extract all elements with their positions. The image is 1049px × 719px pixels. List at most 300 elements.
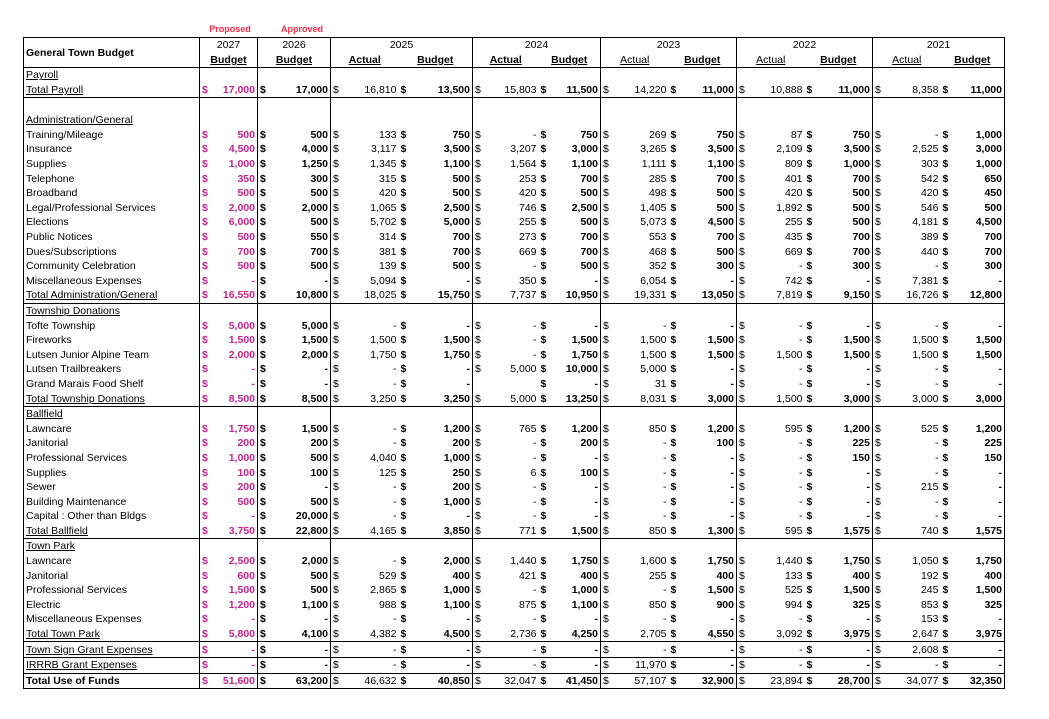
budget-value — [819, 68, 873, 83]
currency-symbol: $ — [331, 259, 345, 274]
currency-symbol: $ — [805, 673, 819, 689]
currency-symbol: $ — [258, 627, 272, 642]
currency-symbol: $ — [258, 274, 272, 289]
budget-value: 1,000 — [443, 584, 470, 597]
budget-value: 500 — [452, 187, 470, 200]
currency-symbol — [805, 68, 819, 83]
currency-symbol: $ — [669, 627, 683, 642]
actual-value: - — [935, 363, 939, 376]
actual-value: 18,025 — [345, 288, 399, 303]
budget-value: - — [324, 481, 328, 494]
currency-symbol: $ — [473, 642, 487, 658]
currency-symbol: $ — [942, 451, 949, 464]
budget-value: 100 — [580, 466, 598, 479]
currency-symbol: $ — [473, 612, 487, 627]
currency-symbol: $ — [737, 436, 751, 451]
budget-value: 4,250 — [553, 627, 601, 642]
actual-value: - — [935, 377, 939, 390]
budget-value: 300 — [716, 260, 734, 273]
currency-symbol: $ — [258, 673, 272, 689]
table-row — [24, 142, 1005, 157]
actual-value: 23,894 — [751, 673, 805, 689]
budget-value: - — [272, 642, 331, 658]
currency-symbol: $ — [873, 186, 887, 201]
currency-symbol — [941, 98, 955, 113]
budget-value: 1,300 — [683, 524, 737, 539]
budget-value — [683, 113, 737, 128]
row-label: Grand Marais Food Shelf — [24, 377, 200, 392]
proposed-value: - — [251, 613, 255, 626]
budget-value — [955, 98, 1005, 113]
actual-value: 125 — [378, 466, 397, 479]
currency-symbol: $ — [873, 480, 887, 495]
actual-value: - — [935, 128, 939, 141]
total-label: Total Town Park — [24, 627, 200, 642]
currency-symbol: $ — [806, 377, 813, 390]
budget-value: - — [594, 451, 598, 464]
budget-value: 20,000 — [295, 510, 328, 523]
approved-label: Approved — [280, 24, 323, 34]
budget-value: 1,000 — [955, 157, 1005, 172]
currency-symbol: $ — [737, 128, 751, 143]
actual-value: - — [393, 481, 397, 494]
budget-value: - — [866, 481, 870, 494]
currency-symbol — [258, 98, 272, 113]
currency-symbol: $ — [873, 391, 887, 406]
budget-value: - — [594, 481, 598, 494]
budget-value: - — [866, 274, 870, 287]
budget-value — [819, 98, 873, 113]
currency-symbol: $ — [806, 260, 813, 273]
actual-value: 740 — [887, 524, 941, 539]
budget-value: 1,100 — [443, 598, 470, 611]
actual-value: 1,500 — [370, 334, 397, 347]
budget-value: - — [594, 377, 598, 390]
currency-symbol: $ — [400, 437, 407, 450]
subhead-actual: Actual — [737, 53, 805, 68]
currency-symbol: $ — [540, 598, 547, 611]
actual-value: - — [533, 495, 537, 508]
proposed-value: 700 — [237, 245, 255, 258]
currency-symbol — [473, 377, 487, 392]
actual-value — [487, 303, 539, 318]
actual-value: - — [663, 437, 667, 450]
currency-symbol: $ — [737, 259, 751, 274]
currency-symbol: $ — [670, 260, 677, 273]
currency-symbol: $ — [806, 495, 813, 508]
proposed-value: 600 — [237, 569, 255, 582]
table-row — [24, 186, 1005, 201]
currency-symbol: $ — [539, 391, 553, 406]
budget-value — [553, 303, 601, 318]
year-2022: 2022 — [737, 38, 873, 53]
currency-symbol: $ — [942, 245, 949, 258]
currency-symbol: $ — [941, 673, 955, 689]
currency-symbol — [941, 406, 955, 421]
currency-symbol: $ — [806, 569, 813, 582]
actual-value: 853 — [920, 598, 939, 611]
actual-value: 3,092 — [751, 627, 805, 642]
currency-symbol — [200, 98, 214, 113]
budget-value: 700 — [580, 172, 598, 185]
actual-value: 3,250 — [345, 391, 399, 406]
currency-symbol: $ — [202, 555, 208, 568]
currency-symbol: $ — [941, 288, 955, 303]
actual-value: - — [393, 377, 397, 390]
actual-value — [615, 113, 669, 128]
budget-value: 1,500 — [707, 348, 734, 361]
currency-symbol: $ — [331, 598, 345, 613]
budget-value: - — [955, 612, 1005, 627]
currency-symbol: $ — [331, 201, 345, 216]
currency-symbol: $ — [331, 186, 345, 201]
currency-symbol: $ — [331, 554, 345, 569]
currency-symbol: $ — [942, 466, 949, 479]
currency-symbol: $ — [942, 274, 949, 287]
row-label: Community Celebration — [24, 259, 200, 274]
table-row — [24, 362, 1005, 377]
actual-value: - — [533, 584, 537, 597]
currency-symbol: $ — [601, 377, 615, 392]
actual-value: 3,117 — [371, 143, 397, 156]
currency-symbol: $ — [669, 642, 683, 658]
actual-value: 595 — [784, 422, 803, 435]
currency-symbol: $ — [669, 673, 683, 689]
budget-value — [955, 113, 1005, 128]
total-label: Total Administration/General — [24, 288, 200, 303]
actual-value: 6,054 — [640, 274, 667, 287]
row-label: Janitorial — [24, 568, 200, 583]
actual-value: 850 — [648, 598, 667, 611]
actual-value: 1,405 — [640, 201, 667, 214]
actual-value: - — [663, 319, 667, 332]
budget-value: 900 — [716, 598, 734, 611]
currency-symbol: $ — [942, 377, 949, 390]
actual-value — [751, 406, 805, 421]
currency-symbol — [873, 113, 887, 128]
currency-symbol — [669, 303, 683, 318]
actual-value: - — [345, 657, 399, 673]
actual-value: 435 — [784, 231, 803, 244]
currency-symbol — [737, 98, 751, 113]
actual-value: 273 — [518, 231, 537, 244]
budget-value: - — [413, 642, 473, 658]
currency-symbol: $ — [399, 524, 413, 539]
currency-symbol: $ — [473, 186, 487, 201]
table-row — [24, 201, 1005, 216]
currency-symbol: $ — [873, 318, 887, 333]
currency-symbol: $ — [331, 215, 345, 230]
budget-value: 150 — [955, 451, 1005, 466]
currency-symbol: $ — [601, 391, 615, 406]
actual-value — [615, 539, 669, 554]
actual-value: - — [935, 466, 939, 479]
currency-symbol: $ — [737, 480, 751, 495]
table-row — [24, 113, 1005, 128]
proposed-value — [214, 68, 258, 83]
actual-value: 14,220 — [615, 83, 669, 98]
currency-symbol: $ — [473, 83, 487, 98]
currency-symbol: $ — [258, 642, 272, 658]
actual-value: 525 — [784, 584, 803, 597]
currency-symbol: $ — [400, 598, 407, 611]
currency-symbol — [331, 406, 345, 421]
actual-value: 3,265 — [640, 143, 667, 156]
currency-symbol: $ — [331, 451, 345, 466]
proposed-value: 100 — [237, 466, 255, 479]
table-row — [24, 436, 1005, 451]
currency-symbol: $ — [805, 642, 819, 658]
currency-symbol: $ — [670, 451, 677, 464]
budget-value: 1,250 — [301, 158, 328, 171]
currency-symbol: $ — [942, 348, 949, 361]
currency-symbol: $ — [331, 318, 345, 333]
currency-symbol: $ — [400, 201, 407, 214]
actual-value: - — [799, 466, 803, 479]
currency-symbol: $ — [737, 244, 751, 259]
currency-symbol: $ — [670, 613, 677, 626]
actual-value: 10,888 — [751, 83, 805, 98]
proposed-value: 200 — [237, 437, 255, 450]
budget-value: - — [413, 657, 473, 673]
currency-symbol: $ — [540, 158, 547, 171]
currency-symbol — [539, 98, 553, 113]
currency-symbol: $ — [873, 509, 887, 524]
budget-value: 2,000 — [443, 555, 470, 568]
currency-symbol: $ — [737, 142, 751, 157]
currency-symbol: $ — [258, 612, 272, 627]
budget-value — [553, 113, 601, 128]
budget-value: 1,500 — [843, 584, 870, 597]
currency-symbol: $ — [669, 524, 683, 539]
budget-value: 8,500 — [272, 391, 331, 406]
budget-value: 700 — [452, 245, 470, 258]
row-label: Elections — [24, 215, 200, 230]
row-label: Lutsen Trailbreakers — [24, 362, 200, 377]
currency-symbol: $ — [670, 172, 677, 185]
budget-value: - — [730, 274, 734, 287]
currency-symbol: $ — [473, 554, 487, 569]
budget-value: 700 — [716, 231, 734, 244]
actual-value: 5,702 — [370, 216, 397, 229]
budget-value — [272, 68, 331, 83]
budget-value — [819, 303, 873, 318]
currency-symbol: $ — [670, 334, 677, 347]
currency-symbol: $ — [873, 201, 887, 216]
currency-symbol: $ — [258, 215, 272, 230]
proposed-value: 17,000 — [214, 83, 258, 98]
currency-symbol: $ — [670, 569, 677, 582]
currency-symbol: $ — [400, 422, 407, 435]
proposed-value: 1,000 — [228, 451, 255, 464]
budget-value: - — [866, 319, 870, 332]
budget-value: 11,000 — [683, 83, 737, 98]
budget-value: 225 — [852, 437, 870, 450]
currency-symbol: $ — [539, 524, 553, 539]
budget-value: - — [324, 377, 328, 390]
actual-value: - — [393, 495, 397, 508]
currency-symbol: $ — [806, 274, 813, 287]
budget-value: - — [955, 377, 1005, 392]
budget-value: 1,000 — [843, 158, 870, 171]
currency-symbol: $ — [200, 642, 214, 658]
budget-value — [553, 539, 601, 554]
currency-symbol: $ — [601, 480, 615, 495]
currency-symbol: $ — [873, 288, 887, 303]
currency-symbol: $ — [331, 465, 345, 480]
currency-symbol: $ — [399, 642, 413, 658]
actual-value: - — [799, 334, 803, 347]
actual-value — [887, 406, 941, 421]
currency-symbol: $ — [601, 436, 615, 451]
currency-symbol — [737, 68, 751, 83]
budget-value: 10,000 — [565, 363, 598, 376]
budget-value: 225 — [955, 436, 1005, 451]
currency-symbol: $ — [200, 288, 214, 303]
proposed-value — [214, 113, 258, 128]
currency-symbol: $ — [331, 657, 345, 673]
currency-symbol: $ — [737, 157, 751, 172]
currency-symbol: $ — [873, 436, 887, 451]
currency-symbol: $ — [942, 158, 949, 171]
currency-symbol: $ — [601, 598, 615, 613]
budget-value: - — [955, 657, 1005, 673]
currency-symbol: $ — [670, 201, 677, 214]
currency-symbol: $ — [540, 451, 547, 464]
actual-value: - — [393, 422, 397, 435]
currency-symbol: $ — [873, 583, 887, 598]
currency-symbol: $ — [202, 334, 208, 347]
actual-value: 2,865 — [370, 584, 397, 597]
budget-value: 700 — [310, 245, 328, 258]
currency-symbol: $ — [601, 244, 615, 259]
currency-symbol: $ — [473, 244, 487, 259]
budget-value — [683, 406, 737, 421]
currency-symbol — [873, 98, 887, 113]
proposed-value: 1,750 — [228, 422, 255, 435]
currency-symbol: $ — [331, 333, 345, 348]
currency-symbol: $ — [737, 673, 751, 689]
currency-symbol: $ — [473, 436, 487, 451]
actual-value: - — [663, 495, 667, 508]
proposed-value: 16,550 — [214, 288, 258, 303]
actual-value — [345, 303, 399, 318]
currency-symbol: $ — [873, 274, 887, 289]
currency-symbol: $ — [400, 274, 407, 287]
currency-symbol: $ — [670, 584, 677, 597]
table-row — [24, 451, 1005, 466]
currency-symbol: $ — [258, 524, 272, 539]
actual-value: - — [345, 642, 399, 658]
currency-symbol: $ — [400, 158, 407, 171]
currency-symbol: $ — [258, 554, 272, 569]
currency-symbol: $ — [540, 143, 547, 156]
currency-symbol: $ — [670, 555, 677, 568]
section-heading: Town Park — [24, 539, 200, 554]
actual-value: 192 — [920, 569, 939, 582]
actual-value: 8,031 — [615, 391, 669, 406]
budget-value: 1,500 — [955, 583, 1005, 598]
actual-value: 2,736 — [487, 627, 539, 642]
currency-symbol: $ — [400, 260, 407, 273]
currency-symbol: $ — [873, 244, 887, 259]
currency-symbol: $ — [473, 259, 487, 274]
currency-symbol: $ — [601, 465, 615, 480]
table-row — [24, 98, 1005, 113]
currency-symbol: $ — [400, 377, 407, 390]
budget-value — [272, 98, 331, 113]
row-label: Broadband — [24, 186, 200, 201]
currency-symbol: $ — [473, 509, 487, 524]
currency-symbol: $ — [331, 244, 345, 259]
currency-symbol: $ — [331, 128, 345, 143]
currency-symbol — [601, 68, 615, 83]
currency-symbol: $ — [601, 215, 615, 230]
actual-value: 420 — [784, 187, 803, 200]
budget-value: - — [955, 642, 1005, 658]
currency-symbol: $ — [601, 524, 615, 539]
budget-value: 1,200 — [843, 422, 870, 435]
section-heading: Administration/General — [24, 113, 200, 128]
actual-value — [345, 539, 399, 554]
budget-value: 3,975 — [819, 627, 873, 642]
currency-symbol: $ — [941, 391, 955, 406]
budget-value: 10,950 — [553, 288, 601, 303]
currency-symbol: $ — [200, 627, 214, 642]
proposed-value: 3,750 — [214, 524, 258, 539]
actual-value: 2,608 — [887, 642, 941, 658]
budget-value: 1,100 — [443, 158, 470, 171]
table-row — [24, 391, 1005, 406]
actual-value: 1,440 — [776, 555, 803, 568]
currency-symbol: $ — [400, 216, 407, 229]
budget-value: 750 — [716, 128, 734, 141]
budget-value: 32,350 — [955, 673, 1005, 689]
budget-value: 3,000 — [955, 142, 1005, 157]
budget-value: - — [955, 362, 1005, 377]
currency-symbol — [539, 303, 553, 318]
currency-symbol: $ — [942, 319, 949, 332]
currency-symbol — [331, 113, 345, 128]
actual-value: 850 — [615, 524, 669, 539]
actual-value: 46,632 — [345, 673, 399, 689]
currency-symbol: $ — [258, 83, 272, 98]
proposed-value: 500 — [237, 231, 255, 244]
currency-symbol: $ — [942, 495, 949, 508]
subhead-budget: Budget — [539, 53, 601, 68]
budget-value: 1,500 — [843, 334, 870, 347]
actual-value: 1,892 — [776, 201, 803, 214]
actual-value — [487, 98, 539, 113]
budget-value: 1,500 — [571, 334, 598, 347]
currency-symbol: $ — [258, 657, 272, 673]
currency-symbol: $ — [942, 481, 949, 494]
currency-symbol: $ — [400, 481, 407, 494]
budget-value — [553, 68, 601, 83]
budget-value: 1,000 — [443, 451, 470, 464]
proposed-value: 200 — [237, 481, 255, 494]
currency-symbol: $ — [258, 568, 272, 583]
currency-symbol — [473, 68, 487, 83]
budget-value: 13,050 — [683, 288, 737, 303]
currency-symbol: $ — [670, 437, 677, 450]
currency-symbol: $ — [400, 569, 407, 582]
budget-value: 1,200 — [707, 422, 734, 435]
currency-symbol: $ — [805, 83, 819, 98]
budget-value: - — [553, 657, 601, 673]
subhead-actual: Actual — [331, 53, 399, 68]
currency-symbol: $ — [258, 318, 272, 333]
